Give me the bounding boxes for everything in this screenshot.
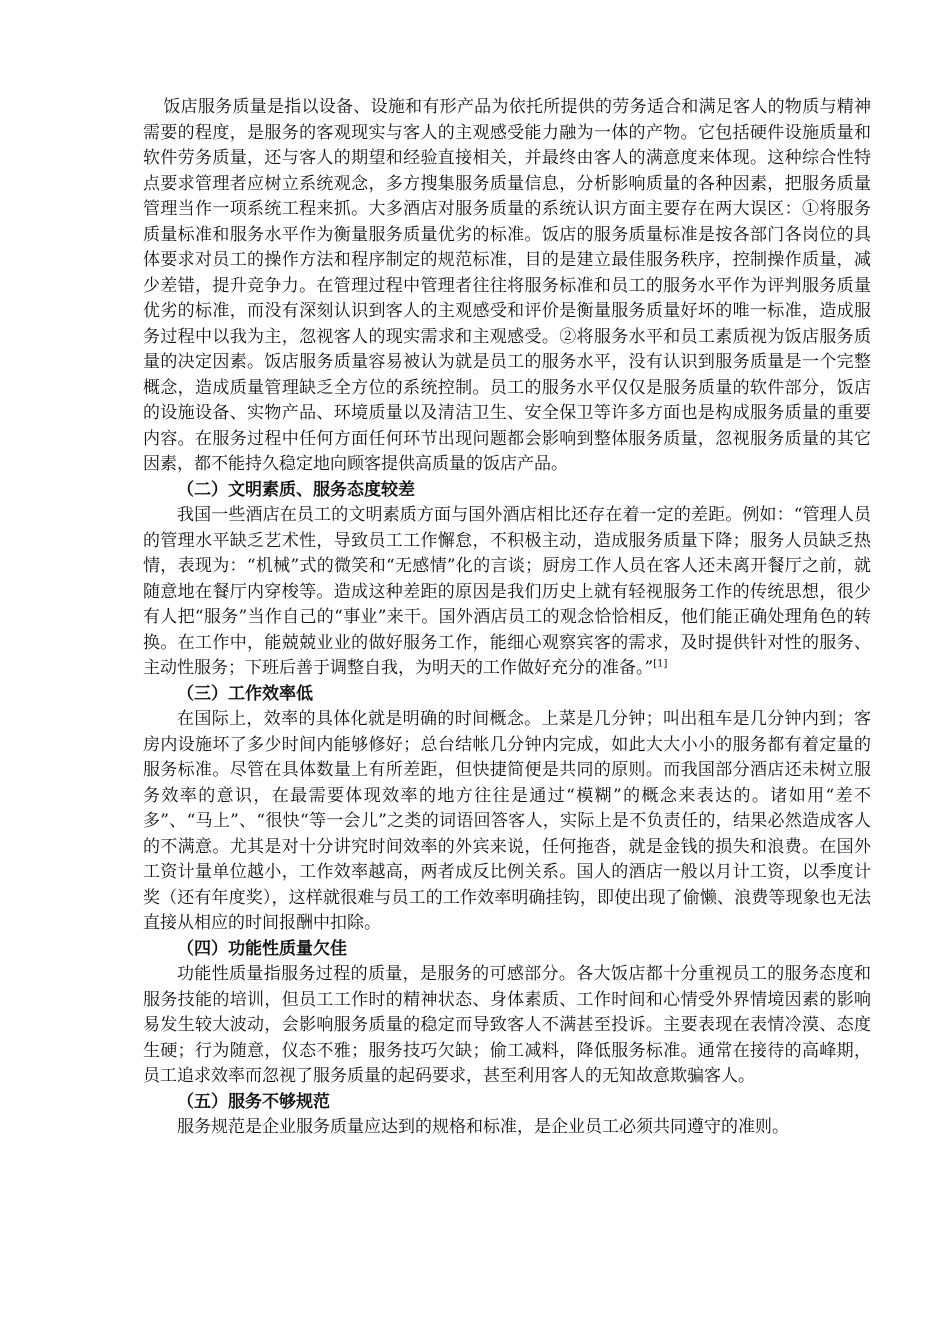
section-heading-service-standards: （五）服务不够规范 xyxy=(177,1091,330,1112)
paragraph-functional-quality: 功能性质量指服务过程的质量，是服务的可感部分。各大饭店都十分重视员工的服务态度和服务技能的培训，但员工工作时的精神状态、身体素质、工作时间和心情受外界情境因素的影响易发生较大波动，会影响服务质量的稳定而导致客人不满甚至投诉。主要表现在表情冷漠、态度生硬；行为随意，仪态不雅；服务技巧欠缺；偷工减料，降低服务标准。通常在接待的高峰期，员工追求效率而忽视了服务质量的起码要求，甚至利用客人的无知故意欺骗客人。 xyxy=(143,964,871,1086)
paragraph-service-standards: 服务规范是企业服务质量应达到的规格和标准，是企业员工必须共同遵守的准则。 xyxy=(177,1117,789,1137)
section-heading-efficiency: （三）工作效率低 xyxy=(177,683,313,704)
document-page xyxy=(143,95,871,1141)
paragraph-civility-text: 我国一些酒店在员工的文明素质方面与国外酒店相比还存在着一定的差距。例如：“管理人员的管理水平缺乏艺术性，导致员工工作懈怠，不积极主动，造成服务质量下降；服务人员缺乏热情，表现为：“机械”式的微笑和“无感情”化的言谈；厨房工作人员在客人还未离开餐厅之前，就随意地在餐厅内穿梭等。造成这种差距的原因是我们历史上就有轻视服务工作的传统思想，很少有人把“服务”当作自己的“事业”来干。国外酒店员工的观念恰恰相反，他们能正确处理角色的转换。在工作中，能兢兢业业的做好服务工作，能细心观察宾客的需求，及时提供针对性的服务、主动性服务；下班后善于调整自我，为明天的工作做好充分的准备。” xyxy=(143,505,871,678)
paragraph-civility xyxy=(143,503,871,682)
paragraph-quality-misconceptions: 饭店服务质量是指以设备、设施和有形产品为依托所提供的劳务适合和满足客人的物质与精神需要的程度，是服务的客观现实与客人的主观感受能力融为一体的产物。它包括硬件设施质量和软件劳务质量，还与客人的期望和经验直接相关，并最终由客人的满意度来体现。这种综合性特点要求管理者应树立系统观念，多方搜集服务质量信息，分析影响质量的各种因素，把服务质量管理当作一项系统工程来抓。大多酒店对服务质量的系统认识方面主要存在两大误区：①将服务质量标准和服务水平作为衡量服务质量优劣的标准。饭店的服务质量标准是按各部门各岗位的具体要求对员工的操作方法和程序制定的规范标准，目的是建立最佳服务秩序，控制操作质量，减少差错，提升竞争力。在管理过程中管理者往往将服务标准和员工的服务水平作为评判服务质量优劣的标准，而没有深刻认识到客人的主观感受和评价是衡量服务质量好坏的唯一标准，造成服务过程中以我为主，忽视客人的现实需求和主观感受。②将服务水平和员工素质视为饭店服务质量的决定因素。饭店服务质量容易被认为就是员工的服务水平，没有认识到服务质量是一个完整概念，造成质量管理缺乏全方位的系统控制。员工的服务水平仅仅是服务质量的软件部分，饭店的设施设备、实物产品、环境质量以及清洁卫生、安全保卫等许多方面也是构成服务质量的重要内容。在服务过程中任何方面任何环节出现问题都会影响到整体服务质量，忽视服务质量的其它因素，都不能持久稳定地向顾客提供高质量的饭店产品。 xyxy=(143,97,871,474)
section-heading-civility: （二）文明素质、服务态度较差 xyxy=(177,479,415,500)
reference-mark[interactable]: [1] xyxy=(653,658,668,670)
section-heading-functional-quality: （四）功能性质量欠佳 xyxy=(177,938,347,959)
paragraph-efficiency: 在国际上，效率的具体化就是明确的时间概念。上菜是几分钟；叫出租车是几分钟内到；客房内设施坏了多少时间内能够修好；总台结帐几分钟内完成，如此大大小小的服务都有着定量的服务标准。尽管在具体数量上有所差距，但快捷简便是共同的原则。而我国部分酒店还未树立服务效率的意识，在最需要体现效率的地方往往是通过“模糊”的概念来表达的。诸如用“差不多”、“马上”、“很快“等一会儿”之类的词语回答客人，实际上是不负责任的，结果必然造成客人的不满意。尤其是对十分讲究时间效率的外宾来说，任何拖沓，就是金钱的损失和浪费。在国外工资计量单位越小，工作效率越高，两者成反比例关系。国人的酒店一般以月计工资，以季度计奖（还有年度奖），这样就很难与员工的工作效率明确挂钩，即使出现了偷懒、浪费等现象也无法直接从相应的时间报酬中扣除。 xyxy=(143,709,871,933)
